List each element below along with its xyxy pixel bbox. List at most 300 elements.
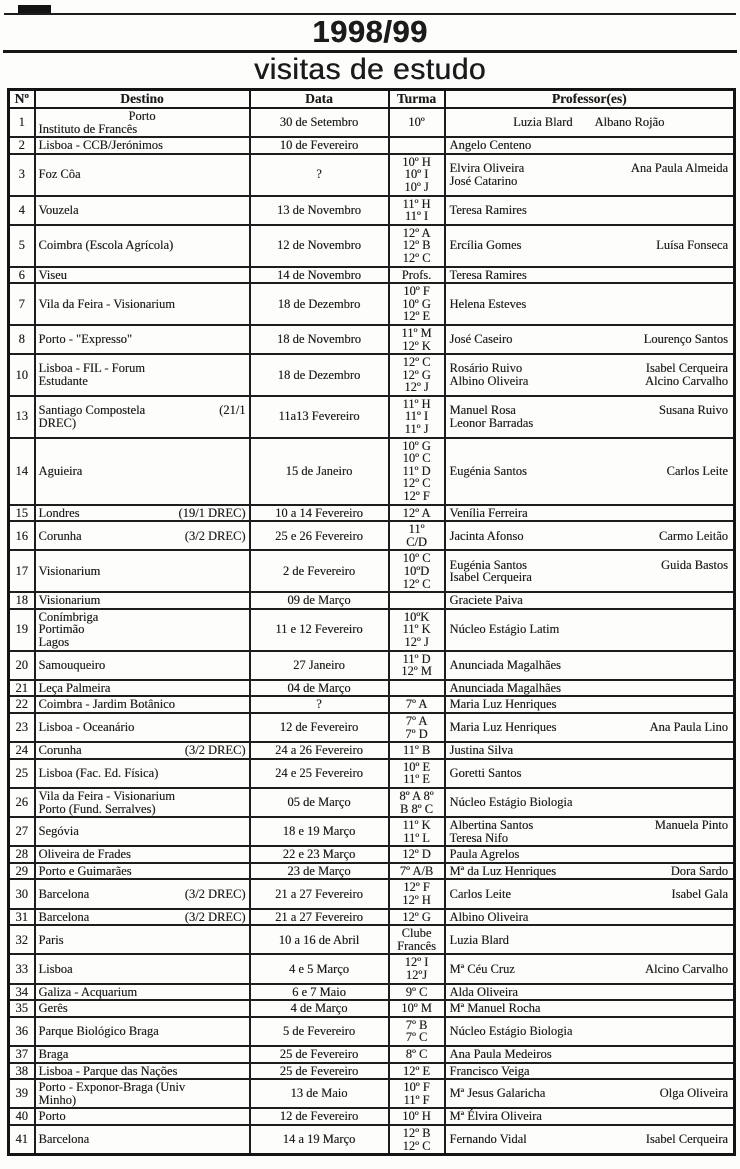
cell-line [39,139,246,152]
table-body [9,108,735,1155]
cell-professores [445,954,735,983]
cell-numero: 27 [9,817,35,846]
cell-professores [445,137,735,154]
cell-text: Coimbra - Jardim Botânico [38,697,175,712]
cell-professores [445,817,735,846]
cell-destino [35,1079,250,1108]
table-header-row [9,90,735,109]
cell-line: 7º A/B [399,863,434,878]
cell-line [39,1065,246,1078]
cell-line: 11º K [402,818,431,833]
cell-data: 30 de Setembro [250,108,389,137]
cell-text: Venília Ferreira [449,505,528,520]
cell-data: 18 de Dezembro [250,283,389,325]
cell-text: Teresa Ramires [449,267,527,282]
cell-data: 18 de Dezembro [250,354,389,396]
cell-text: Corunha [38,743,82,758]
cell-line: 12º D [402,847,431,862]
cell-turma [389,742,445,759]
table-row [9,909,735,926]
cell-destino [35,550,250,592]
cell-text: Vila da Feira - Visionarium [38,788,175,803]
table-row [9,354,735,396]
column-header-professores: Professor(es) [445,90,735,109]
cell-turma [389,283,445,325]
cell-text: (3/2 DREC) [184,909,246,924]
cell-destino [35,651,250,680]
cell-line: 12º H [402,893,431,908]
cell-text: Isabel Cerqueira [645,361,728,376]
cell-line [39,269,246,282]
cell-line [450,333,729,346]
cell-numero: 20 [9,651,35,680]
table-row [9,817,735,846]
cell-data: 23 de Março [250,863,389,880]
cell-numero: 37 [9,1046,35,1063]
cell-line [450,888,729,901]
cell-professores [445,713,735,742]
cell-line [39,565,246,578]
cell-destino [35,438,250,505]
cell-data: 21 a 27 Fevereiro [250,879,389,908]
table-row [9,846,735,863]
cell-text: Coimbra (Escola Agrícola) [38,238,174,253]
cell-data: 5 de Fevereiro [250,1017,389,1046]
cell-turma [389,609,445,651]
cell-destino [35,108,250,137]
cell-text: Jacinta Afonso [449,528,524,543]
cell-line [450,507,729,520]
cell-line [450,239,729,252]
cell-numero: 6 [9,267,35,284]
cell-data: 13 de Maio [250,1079,389,1108]
cell-line [39,465,246,478]
cell-turma [389,696,445,713]
cell-destino [35,609,250,651]
cell-destino [35,1046,250,1063]
cell-text: Mª da Luz Henriques [449,863,557,878]
cell-text: Albino Oliveira [449,373,529,388]
cell-professores [445,1063,735,1080]
cell-line [450,698,729,711]
cell-data: 14 a 19 Março [250,1125,389,1155]
cell-line: 12º G [402,909,431,924]
cell-text: Carmo Leitão [658,528,728,543]
cell-professores [445,1079,735,1108]
cell-line [450,1110,729,1123]
cell-numero: 21 [9,680,35,697]
cell-text: Luísa Fonseca [656,238,728,253]
visits-table [7,88,736,1156]
cell-line: 12º J [404,634,429,649]
cell-line: 11º I [404,409,429,424]
cell-text: Luzia Blard [449,932,509,947]
cell-text: Gerês [38,1001,68,1016]
cell-text: Manuela Pinto [654,818,728,833]
cell-turma [389,1046,445,1063]
cell-turma [389,759,445,788]
cell-line: 11º D [402,463,431,478]
cell-professores [445,521,735,550]
cell-line: 10º F [403,284,430,299]
cell-line: 10º F [403,1080,430,1095]
table-row [9,879,735,908]
cell-line [39,204,246,217]
cell-data: 10 a 14 Fevereiro [250,505,389,522]
cell-line [450,530,729,543]
table-row [9,267,735,284]
cell-line: 10º [408,115,425,130]
cell-line [39,1094,246,1107]
cell-destino [35,521,250,550]
cell-text: Teresa Ramires [449,202,527,217]
cell-text: Dora Sardo [670,863,728,878]
cell-text: Lagos [38,634,70,649]
cell-destino [35,225,250,267]
cell-professores [445,225,735,267]
cell-turma [389,550,445,592]
cell-text: Porto - Exponor-Braga (Univ [38,1080,186,1095]
cell-text: Goretti Santos [449,766,522,781]
table-row [9,592,735,609]
cell-text: Elvira Oliveira [449,161,525,176]
cell-line [39,803,246,816]
cell-text: Lourenço Santos [643,332,728,347]
cell-numero: 3 [9,154,35,196]
cell-line: 10º G [402,296,431,311]
cell-professores [445,846,735,863]
cell-line [450,1025,729,1038]
cell-data: 25 de Fevereiro [250,1063,389,1080]
cell-line: 11º H [402,196,431,211]
cell-line [39,1048,246,1061]
cell-text: Portimão [38,622,85,637]
cell-line: 11º [408,522,425,537]
cell-text: Anunciada Magalhães [449,657,561,672]
cell-data: ? [250,696,389,713]
column-header-destino: Destino [35,90,250,109]
cell-professores [445,909,735,926]
cell-line [450,594,729,607]
cell-line: 7º B [405,1017,428,1032]
cell-text: Albino Oliveira [449,909,529,924]
cell-line: 12º B [402,238,431,253]
cell-line: 10º C [402,551,431,566]
cell-line: 11º D [402,651,431,666]
cell-line [450,139,729,152]
cell-text: Santiago Compostela [38,403,146,418]
cell-line: 12º C [402,576,431,591]
cell-numero: 22 [9,696,35,713]
cell-professores [445,196,735,225]
cell-destino [35,1125,250,1155]
cell-text: Lisboa [38,961,73,976]
table-row [9,1046,735,1063]
cell-text: Paris [38,932,64,947]
cell-destino [35,863,250,880]
cell-text: Helena Esteves [449,296,527,311]
cell-turma [389,925,445,954]
cell-text: Albertina Santos [449,818,534,833]
cell-line [39,530,246,543]
cell-data: 22 e 23 Março [250,846,389,863]
cell-professores [445,879,735,908]
cell-data: 21 a 27 Fevereiro [250,909,389,926]
cell-professores [445,283,735,325]
cell-line: 12º J [404,380,429,395]
cell-line: 10º E [402,759,431,774]
cell-numero: 15 [9,505,35,522]
cell-numero: 39 [9,1079,35,1108]
cell-destino [35,817,250,846]
cell-data: 09 de Março [250,592,389,609]
cell-numero: 32 [9,925,35,954]
cell-data: ? [250,154,389,196]
cell-data: 2 de Fevereiro [250,550,389,592]
cell-professores [445,267,735,284]
cell-turma [389,651,445,680]
cell-line [39,911,246,924]
table-row [9,550,735,592]
cell-numero: 14 [9,438,35,505]
cell-line: 12º K [402,338,431,353]
cell-line: 12º F [403,880,430,895]
table-row [9,788,735,817]
cell-professores [445,592,735,609]
cell-line [39,298,246,311]
cell-line [39,507,246,520]
cell-turma [389,154,445,196]
cell-line: B 8º C [399,801,434,816]
cell-turma [389,1125,445,1155]
cell-line: 8º A 8º [399,788,434,803]
cell-turma [389,325,445,354]
cell-numero: 31 [9,909,35,926]
table-row [9,651,735,680]
cell-line [39,594,246,607]
cell-text: José Caseiro [449,332,513,347]
cell-professores [445,154,735,196]
cell-line: 10º G [402,438,431,453]
cell-text: Mª Élvira Oliveira [449,1109,542,1124]
cell-line [39,239,246,252]
cell-data: 4 e 5 Março [250,954,389,983]
cell-data: 05 de Março [250,788,389,817]
cell-text: (3/2 DREC) [184,886,246,901]
cell-professores [445,609,735,651]
cell-line: 10ºK [403,609,430,624]
cell-text: Paula Agrelos [449,847,520,862]
cell-turma [389,863,445,880]
cell-text: Mª Jesus Galaricha [449,1086,546,1101]
table-row [9,438,735,505]
cell-professores [445,759,735,788]
cell-text: Francisco Veiga [449,1063,530,1078]
cell-line [39,375,246,388]
cell-turma [389,396,445,438]
cell-text: Ana Paula Almeida [630,161,728,176]
cell-turma [389,713,445,742]
table-row [9,196,735,225]
cell-line [450,832,729,845]
cell-line: 11º H [402,396,431,411]
cell-line [450,911,729,924]
cell-line: 10º M [401,1001,432,1016]
cell-destino [35,592,250,609]
table-row [9,759,735,788]
cell-line: 11º J [404,422,429,437]
cell-text: Isabel Cerqueira [449,570,532,585]
cell-destino [35,879,250,908]
cell-turma [389,196,445,225]
cell-destino [35,137,250,154]
table-row [9,1079,735,1108]
cell-text: Minho) [38,1092,76,1107]
table-row [9,225,735,267]
table-row [9,521,735,550]
cell-text: Carlos Leite [666,463,728,478]
cell-text: Teresa Nifo [449,830,508,845]
cell-turma [389,1063,445,1080]
cell-data: 15 de Janeiro [250,438,389,505]
cell-line [450,298,729,311]
table-row [9,396,735,438]
cell-turma [389,846,445,863]
cell-turma [389,1108,445,1125]
cell-line [450,1048,729,1061]
cell-turma [389,592,445,609]
cell-data: 04 de Março [250,680,389,697]
cell-text: Samouqueiro [38,657,106,672]
table-row [9,696,735,713]
cell-text: Núcleo Estágio Biologia [449,1024,573,1039]
cell-turma [389,108,445,137]
cell-line [39,1002,246,1015]
cell-destino [35,984,250,1001]
cell-text: Luzia Blard [513,115,573,130]
cell-text: Maria Luz Henriques [449,697,557,712]
cell-text: Núcleo Estágio Biologia [449,795,573,810]
cell-text: Porto (Fund. Serralves) [38,801,156,816]
cell-destino [35,909,250,926]
cell-text: Oliveira de Frades [38,847,131,862]
cell-line [450,116,729,129]
cell-professores [445,108,735,137]
cell-line: Profs. [401,267,432,282]
cell-professores [445,984,735,1001]
cell-line [450,744,729,757]
cell-line: 7º A [405,697,428,712]
cell-text: Estudante [38,373,88,388]
cell-destino [35,196,250,225]
cell-line [39,986,246,999]
cell-text: Ercília Gomes [449,238,522,253]
cell-numero: 29 [9,863,35,880]
cell-text: Fernando Vidal [449,1132,527,1147]
cell-line [39,825,246,838]
cell-destino [35,354,250,396]
table-row [9,1108,735,1125]
cell-line: 10º H [402,1109,431,1124]
cell-line [450,1087,729,1100]
cell-numero: 25 [9,759,35,788]
cell-line [39,934,246,947]
cell-professores [445,396,735,438]
cell-data: 12 de Fevereiro [250,1108,389,1125]
cell-line: 8º C [405,1047,428,1061]
cell-numero: 16 [9,521,35,550]
cell-turma [389,879,445,908]
cell-line: 10º C [402,451,431,466]
cell-line [39,865,246,878]
table-row [9,1000,735,1017]
cell-turma [389,1079,445,1108]
cell-professores [445,651,735,680]
cell-line: 12º A [402,505,431,520]
cell-data: 14 de Novembro [250,267,389,284]
cell-data: 24 e 25 Fevereiro [250,759,389,788]
cell-line: Francês [397,938,436,953]
cell-line: 11º L [403,830,430,845]
cell-line [450,865,729,878]
cell-line: 10ºD [403,564,430,578]
cell-numero: 10 [9,354,35,396]
cell-professores [445,1017,735,1046]
cell-text: Parque Biológico Braga [38,1024,159,1039]
cell-professores [445,550,735,592]
cell-line: 12º C [402,476,431,491]
cell-professores [445,1108,735,1125]
cell-line: 12º A [402,225,431,240]
cell-turma [389,954,445,983]
cell-destino [35,1000,250,1017]
cell-line [39,123,246,136]
cell-professores [445,438,735,505]
cell-line: 12º C [402,250,431,265]
table-row [9,925,735,954]
cell-line [450,571,729,584]
cell-line [39,333,246,346]
table-row [9,1063,735,1080]
cell-text: Alda Oliveira [449,984,518,999]
cell-text: Olga Oliveira [659,1086,728,1101]
cell-numero: 38 [9,1063,35,1080]
table-row [9,954,735,983]
cell-text: Lisboa - FIL - Forum [38,361,145,376]
cell-professores [445,863,735,880]
cell-line [450,682,729,695]
cell-line [39,721,246,734]
cell-text: (21/1 [219,403,246,418]
cell-line: 12º F [403,489,430,504]
cell-numero: 33 [9,954,35,983]
cell-text: Porto - "Expresso" [38,332,133,347]
cell-text: DREC) [38,415,76,430]
cell-line [39,636,246,649]
cell-numero: 7 [9,283,35,325]
cell-destino [35,1017,250,1046]
cell-data: 25 e 26 Fevereiro [250,521,389,550]
cell-line [450,175,729,188]
cell-line [39,1133,246,1146]
cell-turma [389,438,445,505]
cell-text: Porto [38,1109,66,1124]
cell-numero: 35 [9,1000,35,1017]
cell-numero: 36 [9,1017,35,1046]
cell-numero: 34 [9,984,35,1001]
cell-line [39,744,246,757]
cell-line: 12º C [402,355,431,370]
